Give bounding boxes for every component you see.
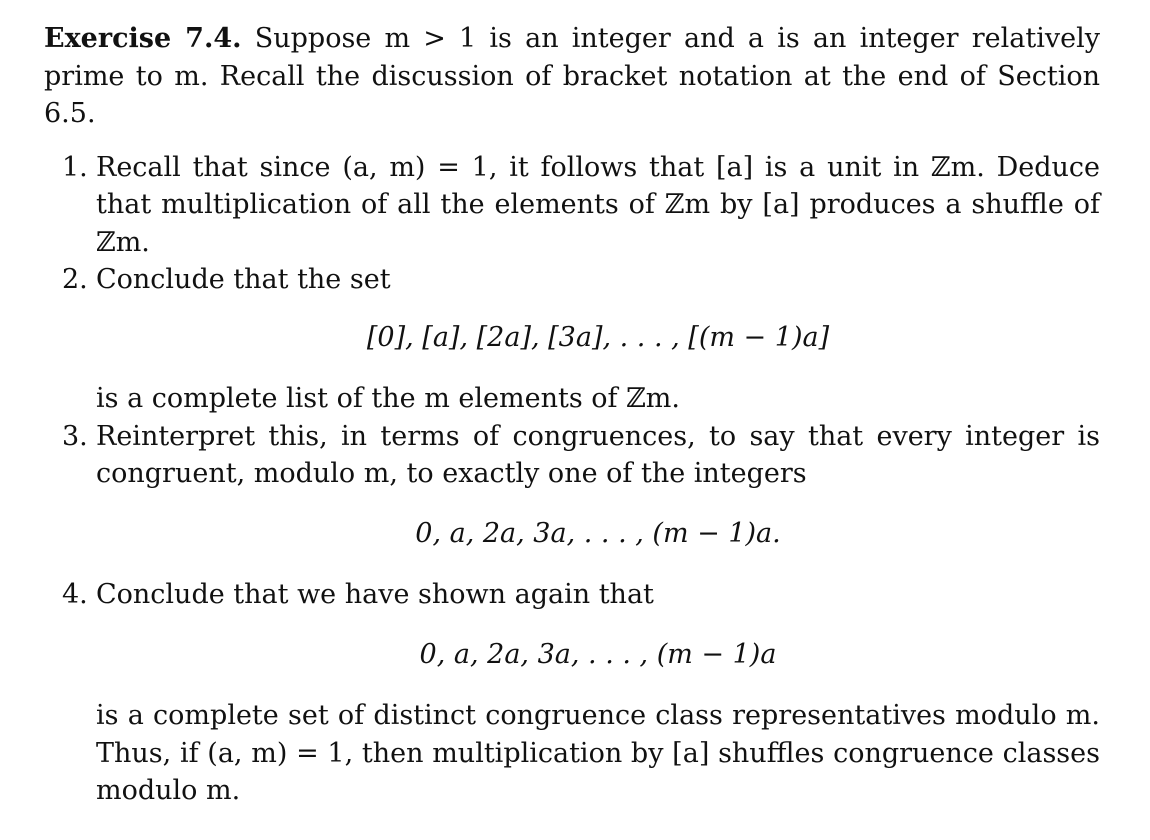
display-equation: [0], [a], [2a], [3a], . . . , [(m − 1)a] bbox=[366, 321, 830, 353]
item-followup-text: is a complete list of the m elements of ℤm. bbox=[96, 383, 680, 414]
display-equation: 0, a, 2a, 3a, . . . , (m − 1)a. bbox=[415, 517, 781, 549]
display-equation: 0, a, 2a, 3a, . . . , (m − 1)a bbox=[419, 638, 777, 670]
exercise-intro-paragraph bbox=[44, 20, 1100, 133]
exercise-label: Exercise 7.4. bbox=[44, 23, 242, 54]
exercise-item-3 bbox=[44, 418, 1100, 553]
item-text: Conclude that we have shown again that bbox=[96, 579, 654, 610]
item-text: Reinterpret this, in terms of congruences, to say that every integer is congruent, modulo m, to exactly one of the integers bbox=[96, 420, 1100, 489]
item-number: 4. bbox=[62, 579, 88, 610]
item-number: 2. bbox=[62, 264, 88, 295]
item-number: 1. bbox=[62, 151, 88, 183]
exercise-intro-text: Suppose m > 1 is an integer and a is an integer relatively prime to m. Recall the discussion of bracket notation at the end of Section 6.5. bbox=[44, 23, 1100, 129]
item-followup-text: is a complete set of distinct congruence class representatives modulo m. Thus, if (a, m) = 1, then multiplication by [a] shuffles congruence classes modulo m. bbox=[96, 700, 1100, 806]
item-number: 3. bbox=[62, 420, 88, 452]
exercise-item-list bbox=[44, 149, 1100, 810]
exercise-item-2 bbox=[44, 261, 1100, 418]
item-text: Conclude that the set bbox=[96, 264, 391, 295]
exercise-item-1 bbox=[44, 149, 1100, 262]
exercise-item-4 bbox=[44, 576, 1100, 810]
exercise-page bbox=[44, 20, 1100, 810]
item-text: Recall that since (a, m) = 1, it follows that [a] is a unit in ℤm. Deduce that multiplication of all the elements of ℤm by [a] produces a shuffle of ℤm. bbox=[96, 151, 1100, 258]
